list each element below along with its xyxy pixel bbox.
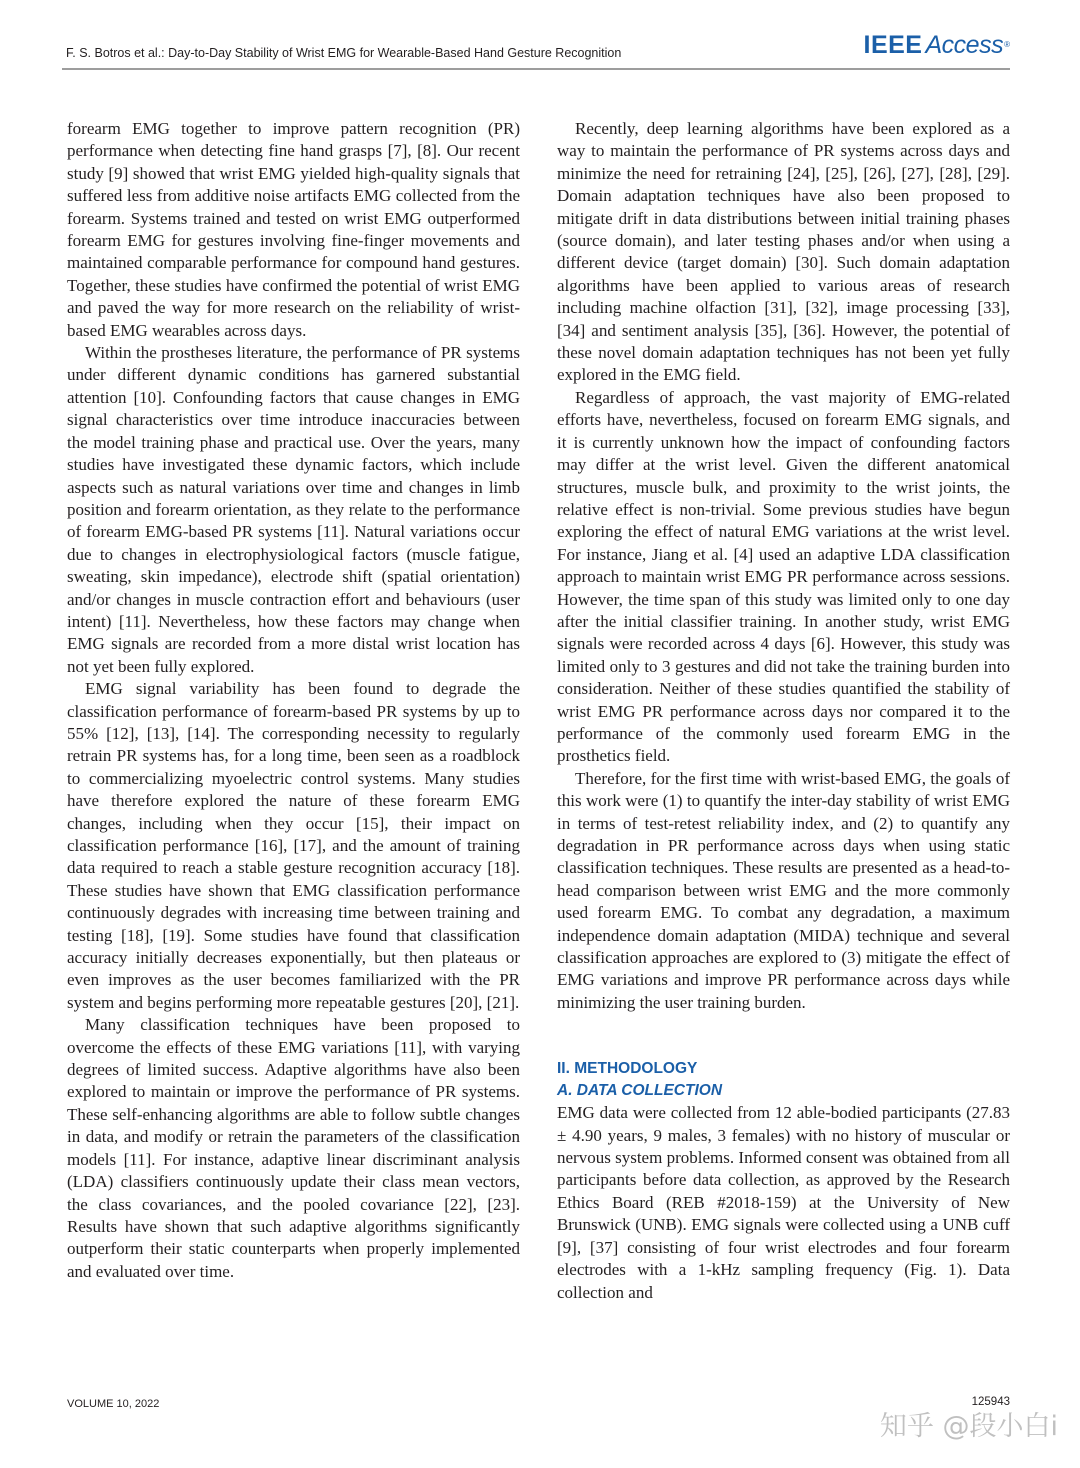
logo-trademark: ®: [1004, 40, 1010, 49]
ieee-access-logo: [864, 30, 1010, 60]
right-column: [557, 118, 1010, 1304]
section-heading: II. METHODOLOGY: [557, 1060, 698, 1078]
page-header: [62, 30, 1010, 70]
paragraph: Therefore, for the first time with wrist-based EMG, the goals of this work were (1) to quantify the inter-day stability of wrist EMG in terms of test-retest reliability index, and (2) to quantify any degradation in PR performance across days when using static classification techniques. These results are presented as a head-to-head comparison between wrist EMG and the more commonly used forearm EMG. To combat any degradation, a maximum independence domain adaptation (MIDA) technique and several classification approaches are explored to (3) mitigate the effect of EMG variations and improve PR performance across days while minimizing the user training burden.: [557, 768, 1010, 1012]
paragraph: Recently, deep learning algorithms have been explored as a way to maintain the performance of PR systems across days and minimize the need for retraining [24], [25], [26], [27], [28], [29]. Domain adaptation techniques have also been proposed to mitigate drift in data distributions between initial training phases (source domain), and later testing phases and/or when using a different device (target domain) [30]. Such domain adaptation algorithms have been applied to various areas of research including machine olfaction [31], [32], image processing [33], [34] and sentiment analysis [35], [36]. However, the potential of these novel domain adaptation techniques has not been yet fully explored in the EMG field.: [557, 119, 1010, 385]
left-column: [67, 118, 520, 1283]
running-title: F. S. Botros et al.: Day-to-Day Stability of Wrist EMG for Wearable-Based Hand Gesture Recognition: [66, 46, 622, 60]
header-rule: [62, 68, 1010, 70]
paragraph: Within the prostheses literature, the performance of PR systems under different dynamic conditions has garnered substantial attention [10]. Confounding factors that cause changes in EMG signal characteristics over time introduce inaccuracies between the model training phase and practical use. Over the years, many studies have investigated these dynamic factors, which include aspects such as natural variations over time and changes in limb position and forearm orientation, as they relate to the performance of forearm EMG-based PR systems [11]. Natural variations occur due to changes in electrophysiological factors (muscle fatigue, sweating, skin impedance), electrode shift (spatial orientation) and/or changes in muscle contraction effort and behaviours (user intent) [11]. Nevertheless, how these factors may change when EMG signals are recorded from a more distal wrist location has not yet been fully explored.: [67, 343, 520, 676]
paragraph: Many classification techniques have been proposed to overcome the effects of these EMG variations [11], with varying degrees of limited success. Adaptive algorithms have also been explored to maintain or improve the performance of PR systems. These self-enhancing algorithms are able to follow subtle changes in data, and modify or retrain the parameters of the classification models [11]. For instance, adaptive linear discriminant analysis (LDA) classifiers continuously update their class mean vectors, the class covariances, and the pooled covariance [22], [23]. Results have shown that such adaptive algorithms significantly outperform their static counterparts when properly implemented and evaluated over time.: [67, 1015, 520, 1281]
paragraph: forearm EMG together to improve pattern recognition (PR) performance when detecting fine hand grasps [7], [8]. Our recent study [9] showed that wrist EMG yielded high-quality signals that suffered less from additive noise artifacts EMG collected from the forearm. Systems trained and tested on wrist EMG outperformed forearm EMG for gestures involving fine-finger movements and maintained comparable performance for compound hand gestures. Together, these studies have confirmed the potential of wrist EMG and paved the way for more research on the reliability of wrist-based EMG wearables across days.: [67, 119, 520, 340]
zhihu-watermark: 知乎 @段小白i: [879, 1411, 1058, 1442]
paragraph: EMG data were collected from 12 able-bodied participants (27.83 ± 4.90 years, 9 males, 3 females) with no history of muscular or nervous system problems. Informed consent was obtained from all participants before data collection, as approved by the Research Ethics Board (REB #2018-159) at the University of New Brunswick (UNB). EMG signals were collected using a UNB cuff [9], [37] consisting of four wrist electrodes and four forearm electrodes with a 1-kHz sampling frequency (Fig. 1). Data collection and: [557, 1103, 1010, 1302]
subsection-heading: A. DATA COLLECTION: [557, 1082, 723, 1100]
footer-volume: VOLUME 10, 2022: [67, 1398, 160, 1410]
footer-page-number: 125943: [971, 1396, 1010, 1408]
logo-ieee-text: IEEE: [863, 31, 923, 59]
paragraph: EMG signal variability has been found to degrade the classification performance of forearm-based PR systems by up to 55% [12], [13], [14]. The corresponding necessity to regularly retrain PR systems has, for a long time, been seen as a roadblock to commercializing myoelectric control systems. Many studies have therefore explored the nature of these forearm EMG changes, including when they occur [15], their impact on classification performance [16], [17], and the amount of training data required to reach a stable gesture recognition accuracy [18]. These studies have shown that EMG classification performance continuously degrades with increasing time between training and testing [18], [19]. Some studies have found that classification accuracy initially decreases exponentially, but then plateaus or even improves as the user becomes familiarized with the PR system and begins performing more repeatable gestures [20], [21].: [67, 679, 520, 1012]
logo-access-text: Access: [925, 31, 1004, 59]
paragraph: Regardless of approach, the vast majority of EMG-related efforts have, nevertheless, focused on forearm EMG signals, and it is currently unknown how the impact of confounding factors may differ at the wrist level. Given the different anatomical structures, muscle bulk, and proximity to the wrist joints, the relative effect is non-trivial. Some previous studies have begun exploring the effect of natural EMG variations at the wrist level. For instance, Jiang et al. [4] used an adaptive LDA classification approach to maintain wrist EMG PR performance across sessions. However, the time span of this study was limited only to one day after the initial classifier training. In another study, wrist EMG signals were recorded across 4 days [6]. However, this study was limited only to 3 gestures and did not take the training burden into consideration. Neither of these studies quantified the stability of wrist EMG PR performance across days nor compared it to the performance of the commonly used forearm EMG in the prosthetics field.: [557, 387, 1010, 766]
